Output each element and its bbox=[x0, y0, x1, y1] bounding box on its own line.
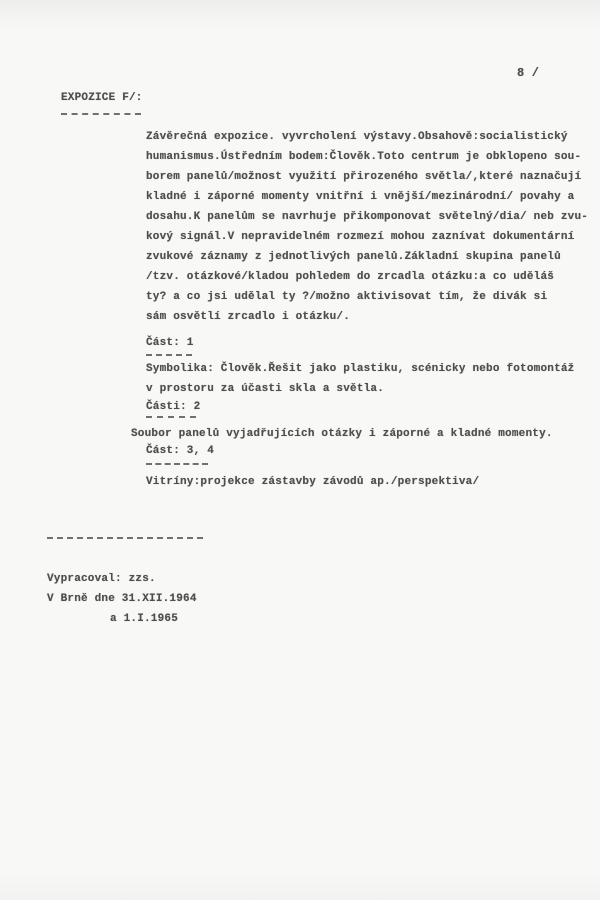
section-label-3-4-underline bbox=[146, 463, 208, 465]
intro-line: sám osvětlí zrcadlo i otázku/. bbox=[146, 311, 351, 323]
section-label-2-underline bbox=[146, 416, 196, 418]
section-2-line: Soubor panelů vyjadřujících otázky i záporné a kladné momenty. bbox=[131, 428, 553, 440]
intro-line: kový signál.V nepravidelném rozmezí mohou zaznívat dokumentární bbox=[146, 231, 575, 243]
intro-line: Závěrečná expozice. vyvrcholení výstavy.Obsahově:socialistický bbox=[146, 131, 568, 143]
intro-line: ty? a co jsi udělal ty ?/možno aktivisovat tím, že divák si bbox=[146, 291, 548, 303]
closing-divider bbox=[47, 537, 203, 539]
intro-line: dosahu.K panelům se navrhuje přikomponovat světelný/dia/ neb zvu- bbox=[146, 211, 589, 223]
intro-line: /tzv. otázkové/kladou pohledem do zrcadla otázku:a co uděláš bbox=[146, 271, 555, 283]
section-1-line: Symbolika: Člověk.Řešit jako plastiku, scénicky nebo fotomontáž bbox=[146, 363, 575, 375]
heading-underline bbox=[61, 113, 141, 115]
section-1-line: v prostoru za účasti skla a světla. bbox=[146, 383, 385, 395]
intro-line: zvukové záznamy z jednotlivých panelů.Základní skupina panelů bbox=[146, 251, 561, 263]
intro-line: humanismus.Ústředním bodem:Člověk.Toto centrum je obklopeno sou- bbox=[146, 151, 582, 163]
second-date: a 1.I.1965 bbox=[110, 613, 179, 625]
prepared-by: Vypracoval: zzs. bbox=[47, 573, 156, 585]
section-3-4-line: Vitríny:projekce zástavby závodů ap./perspektiva/ bbox=[146, 476, 480, 488]
section-label-1-underline bbox=[146, 354, 192, 356]
section-heading: EXPOZICE F/: bbox=[61, 92, 143, 104]
section-label-3-4: Část: 3, 4 bbox=[146, 445, 215, 457]
intro-line: borem panelů/možnost využití přirozeného světla/,které naznačují bbox=[146, 171, 582, 183]
section-label-1: Část: 1 bbox=[146, 337, 194, 349]
section-label-2: Části: 2 bbox=[146, 401, 201, 413]
place-date: V Brně dne 31.XII.1964 bbox=[47, 593, 197, 605]
intro-line: kladné i záporné momenty vnitřní i vnější/mezinárodní/ povahy a bbox=[146, 191, 575, 203]
page-number: 8 / bbox=[517, 66, 540, 80]
